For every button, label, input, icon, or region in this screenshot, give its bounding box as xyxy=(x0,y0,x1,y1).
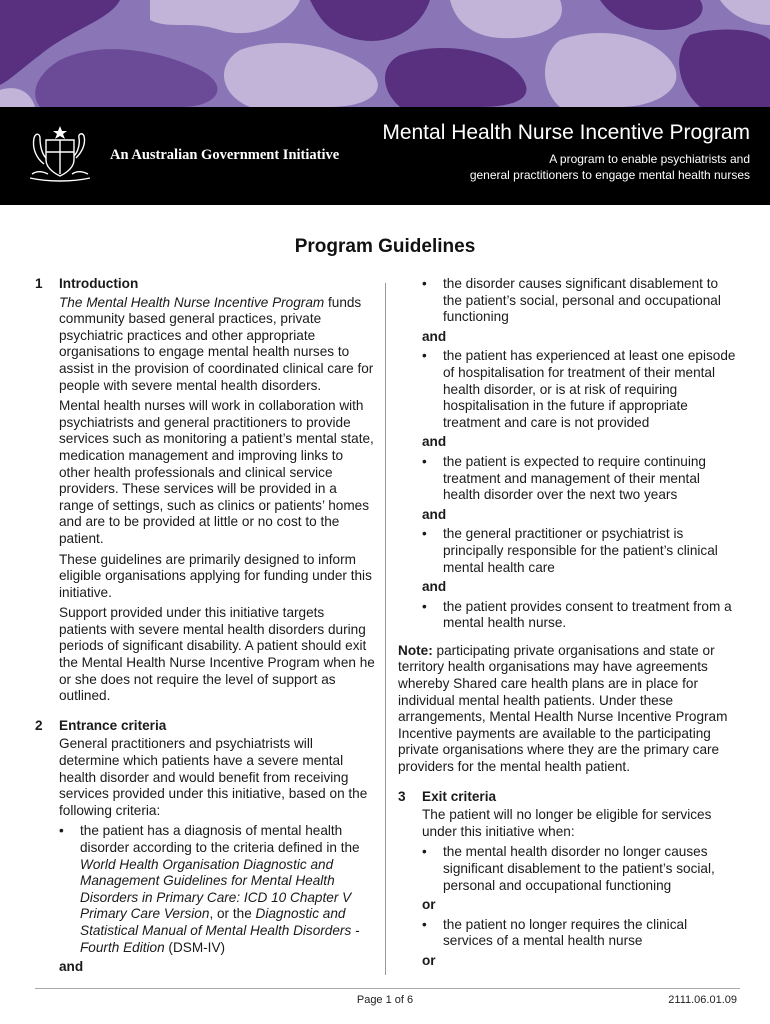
section-heading xyxy=(35,276,375,293)
paragraph-text: funds community based general practices, private psychiatric practices and other appropriate organisations to engage mental health nurses to assist in the provision of coordinated clinical care for people with severe mental health disorders. xyxy=(59,294,374,393)
paragraph: Mental health nurses will work in collaboration with psychiatrists and general practitioners to provide services such as monitoring a patient’s mental state, medication management and improving links to other health professionals and clinical service providers. These services will be provided in a range of settings, such as clinics or patients’ homes and are to be provided at little or no cost to the patient. xyxy=(59,398,374,546)
list-item-text: the general practitioner or psychiatrist is principally responsible for the patient’s clinical mental health care xyxy=(443,526,718,575)
section-number: 2 xyxy=(35,717,43,733)
program-subtitle-line: A program to enable psychiatrists and xyxy=(549,152,750,166)
bullet: • xyxy=(59,823,64,839)
paragraph: The patient will no longer be eligible for services under this initiative when: xyxy=(422,807,712,839)
document-code: 2111.06.01.09 xyxy=(668,994,737,1006)
conjunction: and xyxy=(422,506,447,522)
program-title: Mental Health Nurse Incentive Program xyxy=(382,121,750,144)
section-title: Exit criteria xyxy=(422,788,497,804)
program-subtitle-line: general practitioners to engage mental health nurses xyxy=(469,168,750,182)
section-heading xyxy=(35,718,375,735)
page-number: Page 1 of 6 xyxy=(356,994,414,1006)
government-initiative-label: An Australian Government Initiative xyxy=(110,147,340,163)
conjunction: and xyxy=(59,959,84,975)
italic-text: The Mental Health Nurse Incentive Program xyxy=(59,294,325,310)
list-item-text: the patient has experienced at least one episode of hospitalisation for treatment of their mental health disorder, or is at risk of requiring hospitalisation in the future if appropriate treatment and care is not provided xyxy=(443,348,736,430)
list-item-text: the patient no longer requires the clinical services of a mental health nurse xyxy=(443,916,688,949)
list-item xyxy=(398,276,738,326)
note-text: participating private organisations and state or territory health organisations may have agreements whereby Shared care health plans are in place for individual mental health patients. Under these arrangements, Mental Health Nurse Incentive Program Incentive payments are available to the participating private organisations where they are the primary care providers for the mental health patient. xyxy=(398,642,728,775)
list-item xyxy=(398,526,738,576)
section-title: Entrance criteria xyxy=(59,717,167,733)
paragraph: These guidelines are primarily designed to inform eligible organisations applying for funding under this initiative. xyxy=(59,551,372,600)
conjunction: and xyxy=(422,328,447,344)
paragraph xyxy=(35,295,375,395)
footer-rule xyxy=(35,988,740,989)
section-number: 3 xyxy=(398,788,406,804)
italic-text: World Health Organisation Diagnostic and Management Guidelines for Mental Health Disorders in Primary Care: ICD 10 Chapter V Primary Care Version xyxy=(80,856,352,922)
bullet: • xyxy=(422,916,427,932)
section-number: 1 xyxy=(35,276,43,291)
note-paragraph xyxy=(398,643,738,776)
bullet: • xyxy=(422,453,427,469)
conjunction: or xyxy=(422,897,436,913)
paragraph: Support provided under this initiative targets patients with severe mental health disorders during periods of significant disability. A patient should exit the Mental Health Nurse Incentive Program when he or she does not require the level of support as outlined. xyxy=(59,605,375,704)
list-item xyxy=(398,844,738,894)
conjunction: and xyxy=(422,579,447,595)
list-item-text: the disorder causes significant disablement to the patient’s social, personal and occupational functioning xyxy=(443,276,721,325)
list-item-text: the patient provides consent to treatment from a mental health nurse. xyxy=(443,598,732,631)
paragraph: General practitioners and psychiatrists will determine which patients have a severe mental health disorder and would benefit from receiving services provided under this initiative, based on the following criteria: xyxy=(59,736,368,818)
italic-text: Diagnostic and Statistical Manual of Mental Health Disorders - Fourth Edition xyxy=(80,906,360,955)
list-item-text: the mental health disorder no longer causes significant disablement to the patient’s social, personal and occupational functioning xyxy=(443,844,715,893)
header-bar xyxy=(0,107,770,205)
list-item xyxy=(398,917,738,950)
note-label: Note: xyxy=(398,642,433,658)
banner-pattern xyxy=(0,0,770,107)
conjunction: and xyxy=(422,434,447,450)
conjunction: or xyxy=(422,952,436,968)
column-divider xyxy=(385,283,386,975)
list-item xyxy=(398,348,738,431)
bullet: • xyxy=(422,598,427,614)
list-item-text: , or the xyxy=(209,906,256,922)
list-item xyxy=(398,454,738,504)
bullet: • xyxy=(422,348,427,364)
list-item xyxy=(398,599,738,632)
section-heading xyxy=(398,789,738,806)
list-item-text: the patient is expected to require continuing treatment and management of their mental health disorder over the next two years xyxy=(443,453,706,503)
bullet: • xyxy=(422,844,427,860)
list-item-text: (DSM-IV) xyxy=(164,939,226,955)
coat-of-arms-icon xyxy=(18,124,102,186)
list-item xyxy=(35,823,375,956)
camouflage-banner xyxy=(0,0,770,107)
program-subtitle xyxy=(470,151,750,183)
bullet: • xyxy=(422,526,427,542)
bullet: • xyxy=(422,276,427,291)
left-column xyxy=(35,276,375,979)
section-title: Introduction xyxy=(59,276,139,291)
document-title: Program Guidelines xyxy=(294,236,476,257)
list-item-text: the patient has a diagnosis of mental health disorder according to the criteria defined in the xyxy=(80,823,360,855)
right-column xyxy=(398,276,738,973)
